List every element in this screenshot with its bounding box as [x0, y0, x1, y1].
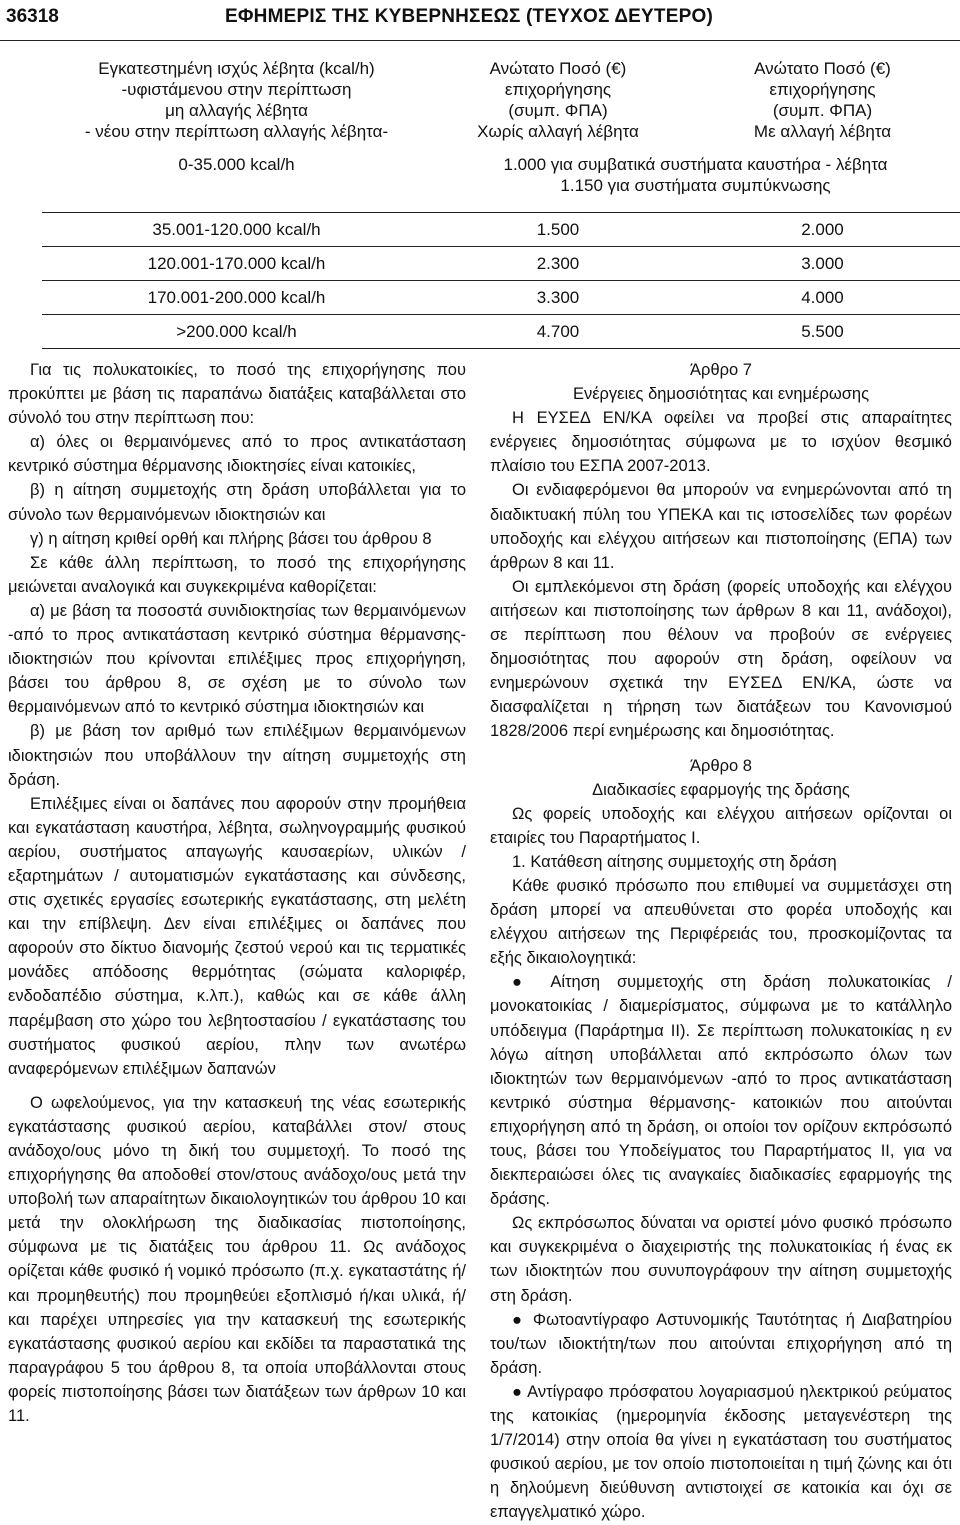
bullet-item: ● Φωτοαντίγραφο Αστυνομικής Ταυτότητας ή Διαβατηρίου του/των ιδιοκτήτη/των που αιτούνται επιχορήγηση από τη δράση. — [490, 1310, 952, 1377]
range-cell: 170.001-200.000 kcal/h — [42, 280, 431, 314]
subsidy-table — [42, 58, 960, 349]
amount-no-change-cell: 3.300 — [431, 280, 685, 314]
amount-no-change-cell: 4.700 — [431, 314, 685, 348]
bullet-dot-icon: ● — [512, 1310, 526, 1329]
paragraph: α) όλες οι θερμαινόμενες από το προς αντικατάσταση κεντρικό σύστημα θέρμανσης ιδιοκτησίες είναι κατοικίες, — [8, 433, 466, 476]
amount-with-change-cell: 2.000 — [685, 212, 960, 246]
paragraph: Σε κάθε άλλη περίπτωση, το ποσό της επιχορήγησης μειώνεται αναλογικά και συγκεκριμένα καθορίζεται: — [8, 553, 466, 596]
paragraph: α) με βάση τα ποσοστά συνιδιοκτησίας των θερμαινόμενων -από το προς αντικατάσταση κεντρικό σύστημα θέρμανσης- ιδιοκτησιών που κρίνονται επιλέξιμες προς επιχορήγηση, βάσει του άρθρου 8, σε σχέση με το σύνολο των θερμαινόμενων από το κεντρικό σύστημα ιδιοκτησιών και — [8, 601, 466, 717]
paragraph: Ως εκπρόσωπος δύναται να οριστεί μόνο φυσικό πρόσωπο και συγκεκριμένα ο διαχειριστής της πολυκατοικίας ή ένας εκ των ιδιοκτητών που συνυπογράφουν την αίτηση συμμετοχής στη δράση. — [490, 1214, 952, 1305]
paragraph: Η ΕΥΣΕΔ ΕΝ/ΚΑ οφείλει να προβεί στις απαραίτητες ενέργειες δημοσιότητας σύμφωνα με το ισχύον θεσμικό πλαίσιο του ΕΣΠΑ 2007-2013. — [490, 409, 952, 476]
bullet-dot-icon: ● — [512, 973, 535, 992]
paragraph: Οι εμπλεκόμενοι στη δράση (φορείς υποδοχής και ελέγχου αιτήσεων και πιστοποίησης των άρθρων 8 και 11, ανάδοχοι), σε περίπτωση που θέλουν να προβούν σε ενέργειες δημοσιότητας που αφορούν στη δράση, οφείλουν να ενημερώνουν σχετικά την ΕΥΣΕΔ ΕΝ/ΚΑ, ώστε να διασφαλίζεται η τήρηση των διατάξεων του Κανονισμού 1828/2006 περί ενημέρωσης και δημοσιότητας. — [490, 577, 952, 741]
left-text-column — [8, 358, 466, 1428]
amount-no-change-cell: 1.500 — [431, 212, 685, 246]
page-number: 36318 — [6, 6, 59, 27]
gazette-title: ΕΦΗΜΕΡΙΣ ΤΗΣ ΚΥΒΕΡΝΗΣΕΩΣ (ΤΕΥΧΟΣ ΔΕΥΤΕΡΟ) — [225, 6, 713, 27]
header-installed-capacity: Εγκατεστημένη ισχύς λέβητα (kcal/h) -υφιστάμενου στην περίπτωση μη αλλαγής λέβητα - νέου στην περίπτωση αλλαγής λέβητα- — [84, 59, 389, 141]
amount-with-change-cell: 4.000 — [685, 280, 960, 314]
paragraph: Για τις πολυκατοικίες, το ποσό της επιχορήγησης που προκύπτει με βάση τις παραπάνω διατάξεις καταβάλλεται στο σύνολό του στην περίπτωση που: — [8, 361, 466, 428]
right-text-column — [490, 358, 952, 1525]
article-7-subtitle: Ενέργειες δημοσιότητας και ενημέρωσης — [572, 385, 870, 404]
table-row — [42, 314, 960, 348]
first-row-note: 1.000 για συμβατικά συστήματα καυστήρα - λέβητα 1.150 για συστήματα συμπύκνωσης — [431, 154, 960, 212]
bullet-item: ● Αντίγραφο πρόσφατου λογαριασμού ηλεκτρικού ρεύματος της κατοικίας (ημερομηνία έκδοσης μεταγενέστερη της 1/7/2014) στην οποία θα γίνει η εγκατάσταση του συστήματος φυσικού αερίου, με τον οποίο πιστοποιείται η τιμή ζώνης και ότι η δηλούμενη διεύθυνση αντιστοιχεί σε κατοικία και όχι σε επαγγελματικό χώρο. — [490, 1382, 953, 1522]
table-row — [42, 154, 960, 212]
paragraph: Ως φορείς υποδοχής και ελέγχου αιτήσεων ορίζονται οι εταιρίες του Παραρτήματος Ι. — [490, 804, 952, 847]
article-8-subtitle: Διαδικασίες εφαρμογής της δράσης — [592, 780, 850, 799]
amount-no-change-cell: 2.300 — [431, 246, 685, 280]
table-row — [42, 212, 960, 246]
range-cell: 0-35.000 kcal/h — [42, 154, 431, 212]
header-max-amount-with-change: Ανώτατο Ποσό (€) επιχορήγησης (συμπ. ΦΠΑ) Με αλλαγή λέβητα — [753, 59, 892, 141]
paragraph: β) με βάση τον αριθμό των επιλέξιμων θερμαινόμενων ιδιοκτησιών που υποβάλλουν την αίτηση συμμετοχής στη δράση. — [8, 722, 466, 789]
range-cell: 35.001-120.000 kcal/h — [42, 212, 431, 246]
paragraph: Ο ωφελούμενος, για την κατασκευή της νέας εσωτερικής εγκατάστασης φυσικού αερίου, καταβάλλει στον/ στους ανάδοχο/ους μόνο τη δική του συμμετοχή. Το ποσό της επιχορήγησης θα αποδοθεί στον/στους ανάδοχο/ους μετά την υποβολή των απαραίτητων δικαιολογητικών του άρθρου 10 και μετά την ολοκλήρωση της διαδικασίας πιστοποίησης, σύμφωνα με τις διατάξεις του άρθρου 11. Ως ανάδοχος ορίζεται κάθε φυσικό ή νομικό πρόσωπο (π.χ. εγκαταστάτης ή/και προμηθευτής) που προμηθεύει εξοπλισμό ή/και υλικά, ή/και παρέχει υπηρεσίες για την κατασκευή της εσωτερικής εγκατάστασης φυσικού αερίου και εκδίδει τα παραστατικά της παραγράφου 5 του άρθρου 8, τα οποία υποβάλλονται στους φορείς πιστοποίησης βάσει των διατάξεων των άρθρων 10 και 11. — [8, 1093, 466, 1426]
paragraph: Επιλέξιμες είναι οι δαπάνες που αφορούν στην προμήθεια και εγκατάσταση καυστήρα, λέβητα, σωληνογραμμής φυσικού αερίου, συστήματος απαγωγής καυσαερίων, υλικών / εξαρτημάτων / αυτοματισμών εγκατάστασης και σύνδεσης, στις σχετικές εργασίες εσωτερικής εγκατάστασης, στη μελέτη και την επίβλεψη. Δεν είναι επιλέξιμες οι δαπάνες που αφορούν στο δίκτυο διανομής ζεστού νερού και τις τερματικές μονάδες απόδοσης θερμότητας (σώματα καλοριφέρ, ενδοδαπέδιο σύστημα, κ.λπ.), καθώς και σε κάθε άλλη παρέμβαση στο χώρο του λεβητοστασίου / εγκατάστασης του συστήματος φυσικού αερίου, πλην των ανωτέρω αναφερόμενων επιλέξιμων δαπανών — [8, 794, 466, 1078]
paragraph: γ) η αίτηση κριθεί ορθή και πλήρης βάσει του άρθρου 8 — [30, 529, 432, 548]
amount-with-change-cell: 5.500 — [685, 314, 960, 348]
bullet-dot-icon: ● — [512, 1382, 523, 1401]
paragraph: β) η αίτηση συμμετοχής στη δράση υποβάλλεται για το σύνολο των θερμαινόμενων ιδιοκτησιών και — [8, 481, 466, 524]
range-cell: 120.001-170.000 kcal/h — [42, 246, 431, 280]
table-header-row — [42, 58, 960, 154]
page-header — [0, 0, 960, 41]
article-7-title: Άρθρο 7 — [690, 361, 752, 379]
header-max-amount-no-change: Ανώτατο Ποσό (€) επιχορήγησης (συμπ. ΦΠΑ) Χωρίς αλλαγή λέβητα — [477, 59, 639, 141]
paragraph: Κάθε φυσικό πρόσωπο που επιθυμεί να συμμετάσχει στη δράση μπορεί να απευθύνεται στο φορέα υποδοχής και ελέγχου αιτήσεων της Περιφέρειάς του, προσκομίζοντας τα εξής δικαιολογητικά: — [490, 876, 952, 968]
table-row — [42, 246, 960, 280]
paragraph: Οι ενδιαφερόμενοι θα μπορούν να ενημερώνονται από τη διαδικτυακή πύλη του ΥΠΕΚΑ και τις ιστοσελίδες των φορέων υποδοχής και ελέγχου αιτήσεων και πιστοποίησης (ΕΠΑ) των άρθρων 8 και 11. — [490, 481, 952, 572]
paragraph: 1. Κατάθεση αίτησης συμμετοχής στη δράση — [512, 852, 837, 871]
article-8-title: Άρθρο 8 — [690, 756, 752, 775]
table-row — [42, 280, 960, 314]
amount-with-change-cell: 3.000 — [685, 246, 960, 280]
bullet-item: ● Αίτηση συμμετοχής στη δράση πολυκατοικίας / μονοκατοικίας / διαμερίσματος, σύμφωνα με το κατάλληλο υπόδειγμα (Παράρτημα ΙΙ). Σε περίπτωση πολυκατοικίας η εν λόγω αίτηση υποβάλλεται από εκπρόσωπο όλων των ιδιοκτητών των θερμαινόμενων -από το προς αντικατάσταση κεντρικό σύστημα θέρμανσης- κατοικιών που αιτούνται επιχορήγηση από τη δράση, οι οποίοι τον ορίζουν εκπρόσωπό τους, βάσει του Υποδείγματος του Παραρτήματος ΙΙ, για να διεκπεραιώσει όλες τις αναγκαίες διαδικασίες εφαρμογής της δράσης. — [490, 973, 952, 1209]
range-cell: >200.000 kcal/h — [42, 314, 431, 348]
